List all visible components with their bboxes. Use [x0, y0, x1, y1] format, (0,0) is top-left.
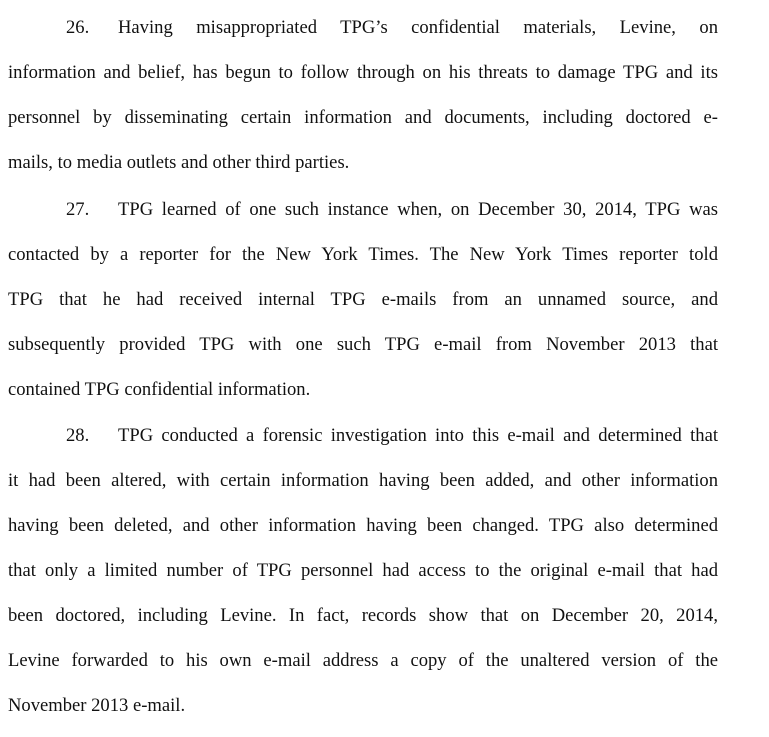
- paragraph-27-line-3: TPG that he had received internal TPG e-mails from an unnamed source, and: [8, 289, 718, 310]
- paragraph-27-text-line: TPG learned of one such instance when, on December 30, 2014, TPG was: [118, 199, 718, 220]
- paragraph-28-line-2: it had been altered, with certain information having been added, and other information: [8, 470, 718, 491]
- paragraph-28-line-3: having been deleted, and other information having been changed. TPG also determined: [8, 515, 718, 536]
- paragraph-28-line-6: Levine forwarded to his own e-mail address a copy of the unaltered version of the: [8, 650, 718, 671]
- paragraph-26-line-1: [66, 13, 718, 43]
- paragraph-26-line-3: personnel by disseminating certain information and documents, including doctored e-: [8, 107, 718, 128]
- paragraph-28-line-1: [66, 421, 718, 451]
- paragraph-28-line-7: November 2013 e-mail.: [8, 695, 186, 716]
- paragraph-27-line-5: contained TPG confidential information.: [8, 379, 311, 400]
- paragraph-28-line-4: that only a limited number of TPG personnel had access to the original e-mail that had: [8, 560, 718, 581]
- paragraph-28-text-line: TPG conducted a forensic investigation into this e-mail and determined that: [118, 425, 718, 446]
- paragraph-26-number: 26.: [66, 17, 90, 38]
- paragraph-26-line-4: mails, to media outlets and other third parties.: [8, 152, 350, 173]
- paragraph-27-line-4: subsequently provided TPG with one such TPG e-mail from November 2013 that: [8, 334, 718, 355]
- paragraph-26-text-line: Having misappropriated TPG’s confidential materials, Levine, on: [118, 17, 718, 38]
- paragraph-28-line-5: been doctored, including Levine. In fact, records show that on December 20, 2014,: [8, 605, 718, 626]
- paragraph-27-line-1: [66, 195, 718, 225]
- paragraph-26-line-2: information and belief, has begun to follow through on his threats to damage TPG and its: [8, 62, 718, 83]
- paragraph-28-number: 28.: [66, 425, 90, 446]
- paragraph-27-line-2: contacted by a reporter for the New York Times. The New York Times reporter told: [8, 244, 718, 265]
- paragraph-27-number: 27.: [66, 199, 90, 220]
